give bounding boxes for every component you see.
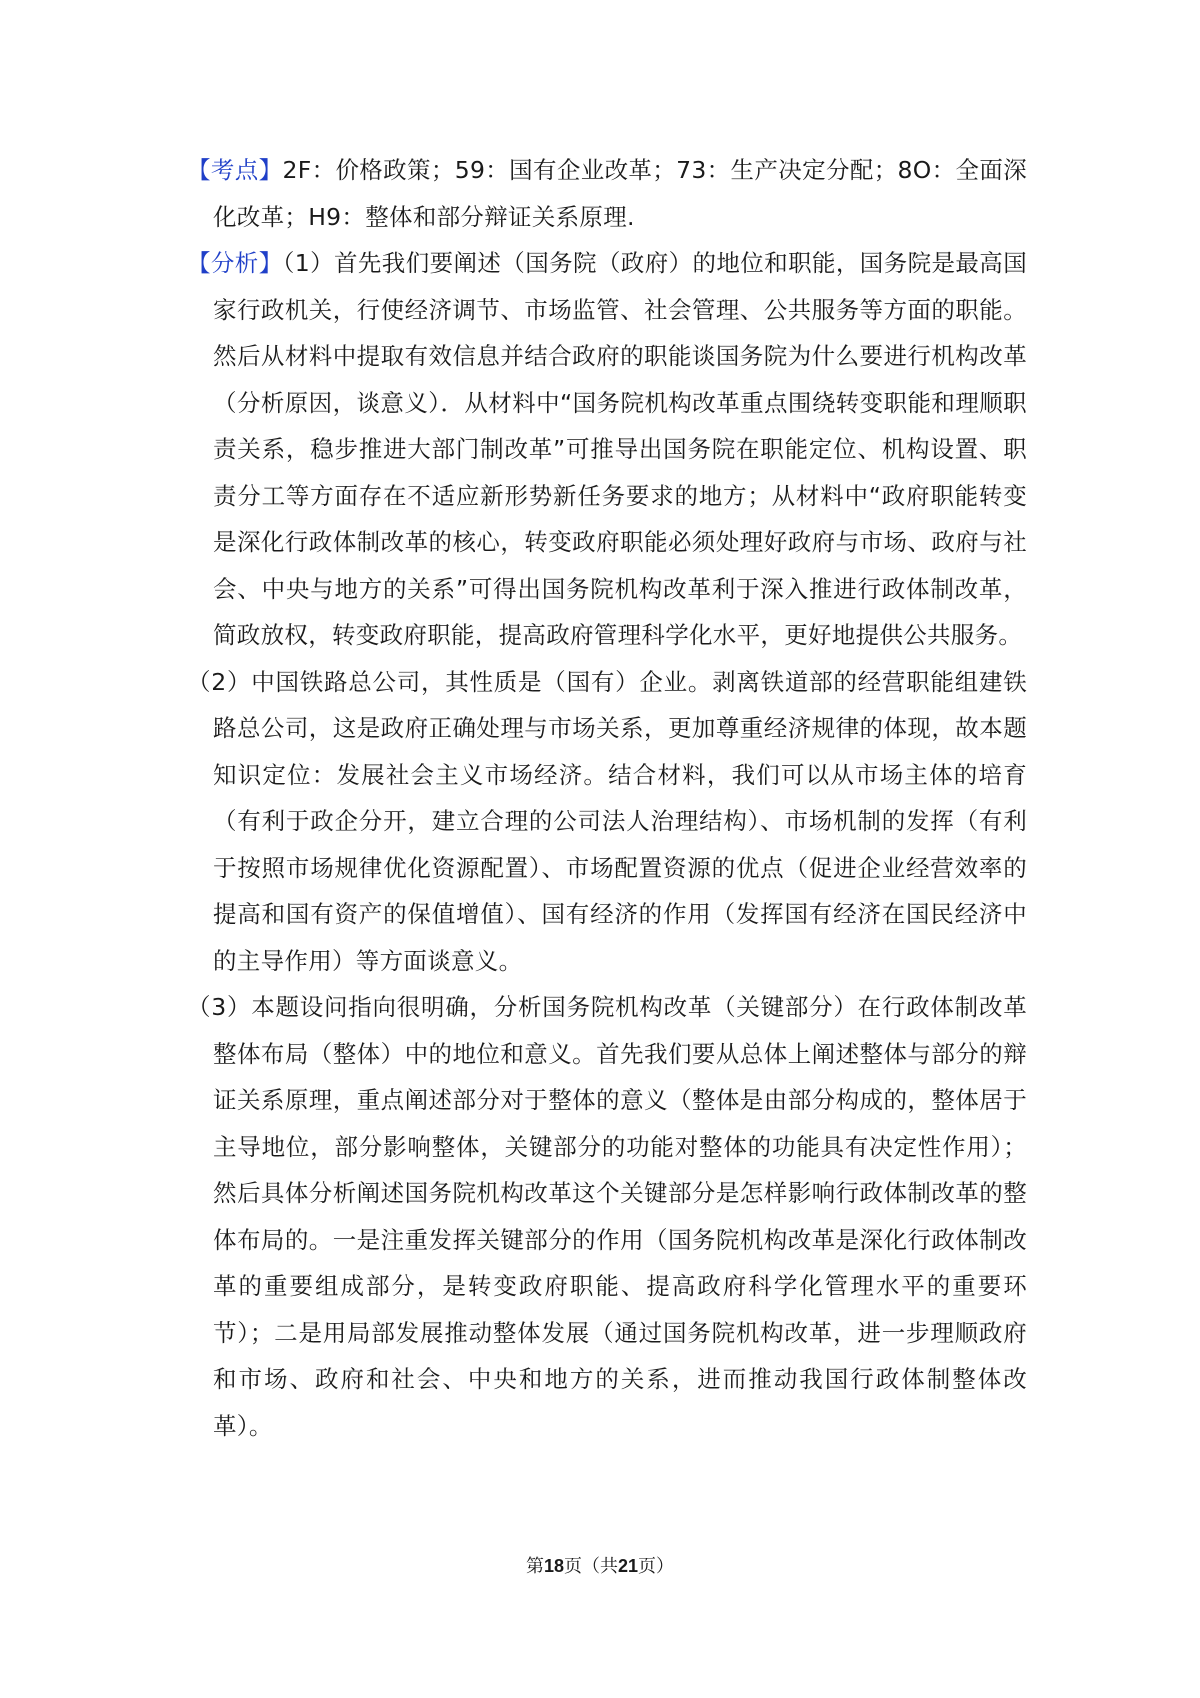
analysis-part-3 [187,984,1027,1449]
analysis-part-2-text: （2）中国铁路总公司，其性质是（国有）企业。剥离铁道部的经营职能组建铁路总公司，这是政府正确处理与市场关系，更加尊重经济规律的体现，故本题知识定位：发展社会主义市场经济。结合材料，我们可以从市场主体的培育（有利于政企分开，建立合理的公司法人治理结构）、市场机制的发挥（有利于按照市场规律优化资源配置）、市场配置资源的优点（促进企业经营效率的提高和国有资产的保值增值）、国有经济的作用（发挥国有经济在国民经济中的主导作用）等方面谈意义。 [187,667,1027,975]
page-footer [0,1552,1200,1578]
kaodian-paragraph [187,147,1027,240]
fenxi-text: （1）首先我们要阐述（国务院（政府）的地位和职能，国务院是最高国家行政机关，行使经济调节、市场监管、社会管理、公共服务等方面的职能。然后从材料中提取有效信息并结合政府的职能谈国务院为什么要进行机构改革（分析原因，谈意义）．从材料中“国务院机构改革重点围绕转变职能和理顺职责关系，稳步推进大部门制改革”可推导出国务院在职能定位、机构设置、职责分工等方面存在不适应新形势新任务要求的地方；从材料中“政府职能转变是深化行政体制改革的核心，转变政府职能必须处理好政府与市场、政府与社会、中央与地方的关系”可得出国务院机构改革利于深入推进行政体制改革，简政放权，转变政府职能，提高政府管理科学化水平，更好地提供公共服务。 [213,249,1027,649]
kaodian-text: 2F：价格政策；59：国有企业改革；73：生产决定分配；8O：全面深化改革；H9：整体和部分辩证关系原理. [213,156,1027,231]
fenxi-paragraph [187,240,1027,659]
footer-page-number: 18 [543,1556,564,1576]
kaodian-tag: 【考点】 [187,156,283,184]
analysis-part-3-text: （3）本题设问指向很明确，分析国务院机构改革（关键部分）在行政体制改革整体布局（整体）中的地位和意义。首先我们要从总体上阐述整体与部分的辩证关系原理，重点阐述部分对于整体的意义（整体是由部分构成的，整体居于主导地位，部分影响整体，关键部分的功能对整体的功能具有决定性作用）；然后具体分析阐述国务院机构改革这个关键部分是怎样影响行政体制改革的整体布局的。一是注重发挥关键部分的作用（国务院机构改革是深化行政体制改革的重要组成部分，是转变政府职能、提高政府科学化管理水平的重要环节）；二是用局部发展推动整体发展（通过国务院机构改革，进一步理顺政府和市场、政府和社会、中央和地方的关系，进而推动我国行政体制整体改革）。 [187,993,1027,1440]
footer-suffix: 页） [638,1556,675,1577]
footer-total-pages: 21 [618,1556,639,1576]
analysis-part-2 [187,659,1027,985]
fenxi-tag: 【分析】 [187,249,283,277]
footer-prefix: 第 [525,1556,544,1577]
answer-analysis-content [187,147,1027,1449]
footer-middle: 页（共 [564,1556,618,1577]
